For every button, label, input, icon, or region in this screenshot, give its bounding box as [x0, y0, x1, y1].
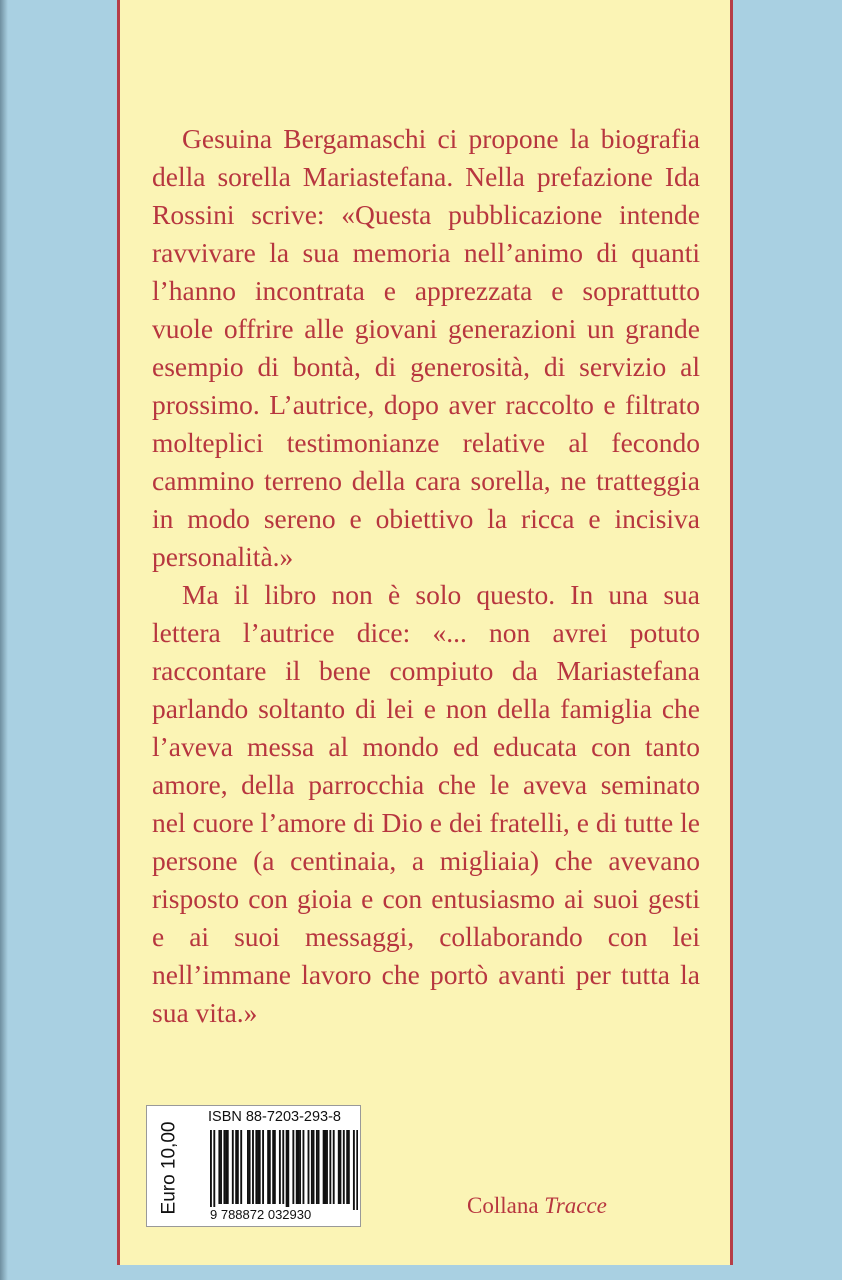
barcode-icon	[210, 1130, 358, 1210]
blurb-paragraph-2: Ma il libro non è solo questo. In una sua lettera l’autrice dice: «... non avrei potuto raccontare il bene compiuto da Mariastefana parlando soltanto di lei e non della famiglia che l’aveva messa al mondo ed educata con tanto amore, della parrocchia che le aveva seminato nel cuore l’amore di Dio e dei fratelli, e di tutte le persone (a centinaia, a migliaia) che avevano risposto con gioia e con entusiasmo ai suoi gesti e ai suoi messaggi, collaborando con lei nell’immane lavoro che portò avanti per tutta la sua vita.»	[152, 579, 700, 1028]
barcode-number: 9 788872 032930	[210, 1207, 312, 1222]
blurb-paragraph-1: Gesuina Bergamaschi ci propone la biografia della sorella Mariastefana. Nella prefazione Ida Rossini scrive: «Questa pubblicazione intende ravvivare la sua memoria nell’animo di quanti l’hanno incontrata e apprezzata e soprattutto vuole offrire alle giovani generazioni un grande esempio di bontà, di generosità, di servizio al prossimo. L’autrice, dopo aver raccolto e filtrato molteplici testimonianze relative al fecondo cammino terreno della cara sorella, ne tratteggia in modo sereno e obiettivo la ricca e incisiva personalità.»	[152, 123, 700, 572]
series-prefix: Collana	[467, 1193, 539, 1218]
price-text: Euro 10,00	[158, 1121, 179, 1215]
series-name: Tracce	[544, 1193, 607, 1218]
series-label	[467, 1193, 607, 1219]
price-label	[156, 1113, 182, 1223]
isbn-text: ISBN 88-7203-293-8	[208, 1109, 341, 1125]
blurb	[152, 120, 700, 1032]
cover-edge-shadow	[0, 0, 8, 1280]
